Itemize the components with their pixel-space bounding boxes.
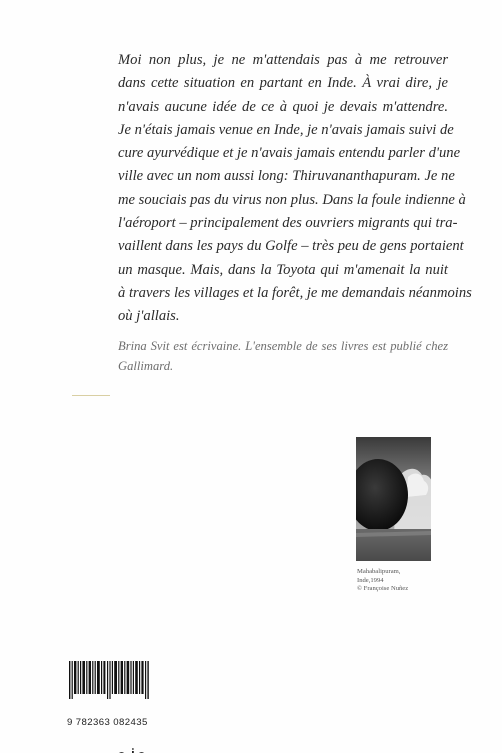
excerpt-line: cure ayurvédique et je n'avais jamais entendu parler d'une <box>118 145 461 162</box>
excerpt-line: Moi non plus, je ne m'attendais pas à me retrouver <box>118 52 448 68</box>
cover-photo <box>356 437 431 561</box>
excerpt-line: où j'allais. <box>118 308 180 325</box>
excerpt-line: ville avec un nom aussi long: Thiruvananthapuram. Je ne <box>118 168 455 185</box>
caption-place-year: Inde,1994 <box>357 576 384 584</box>
bio-line: Gallimard. <box>118 359 174 373</box>
author-bio <box>118 336 448 376</box>
bio-line: Brina Svit est écrivaine. L'ensemble de ses livres est publié chez <box>118 339 448 353</box>
excerpt-line: vaillent dans les pays du Golfe – très peu de gens portaient <box>118 238 464 255</box>
caption-place: Mahabalipuram, <box>357 568 401 575</box>
excerpt-paragraph <box>118 49 472 329</box>
publisher-logo-fragment <box>114 744 174 753</box>
barcode <box>69 661 150 713</box>
barcode-icon <box>69 661 150 699</box>
excerpt-line: un masque. Mais, dans la Toyota qui m'amenait la nuit <box>118 261 448 278</box>
photo-artwork <box>356 437 431 561</box>
excerpt-line: à travers les villages et la forêt, je me demandais néanmoins <box>118 284 472 301</box>
caption-credit: © Françoise Nuñez <box>357 585 409 593</box>
logo-icon <box>114 748 174 753</box>
excerpt-line: n'avais aucune idée de ce à quoi je devais m'attendre. <box>118 98 448 115</box>
excerpt-line: dans cette situation en partant en Inde. À vrai dire, je <box>118 75 448 92</box>
isbn-number: 9 782363 082435 <box>67 717 148 728</box>
excerpt-line: me souciais pas du virus non plus. Dans la foule indienne à <box>118 191 466 208</box>
excerpt-line: l'aéroport – principalement des ouvriers migrants qui tra- <box>118 215 458 232</box>
photo-caption <box>357 568 467 594</box>
excerpt-line: Je n'étais jamais venue en Inde, je n'avais jamais suivi de <box>118 121 454 138</box>
accent-divider <box>72 395 110 396</box>
